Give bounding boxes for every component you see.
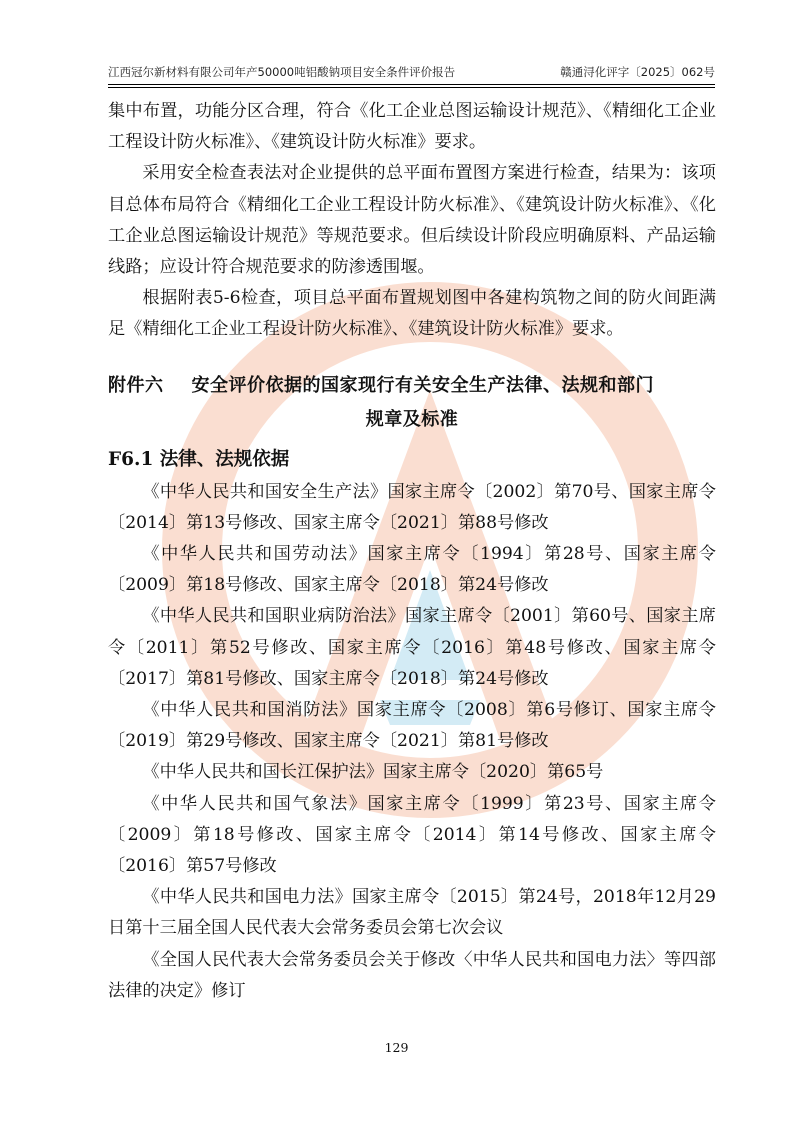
annex-title-line-2: 规章及标准: [365, 408, 459, 430]
body-paragraph-2: 采用安全检查表法对企业提供的总平面布置图方案进行检查，结果为：该项目总体布局符合《精细化工企业工程设计防火标准》、《建筑设计防火标准》、《化工企业总图运输设计规范》等规范要求。但后续设计阶段应明确原料、产品运输线路；应设计符合规范要求的防渗透围堰。: [108, 163, 716, 278]
section-heading: F6.1 法律、法规依据: [108, 448, 290, 470]
header-report-title: 江西冠尔新材料有限公司年产50000吨铝酸钠项目安全条件评价报告: [108, 65, 456, 79]
header-document-number: 赣通浔化评字〔2025〕062号: [560, 65, 715, 79]
law-item: 《中华人民共和国安全生产法》国家主席令〔2002〕第70号、国家主席令〔2014〕第13号修改、国家主席令〔2021〕第88号修改: [108, 481, 716, 533]
page-header: [108, 64, 715, 82]
page-number: 129: [384, 1040, 409, 1055]
law-item: 《中华人民共和国气象法》国家主席令〔1999〕第23号、国家主席令〔2009〕第18号修改、国家主席令〔2014〕第14号修改、国家主席令〔2016〕第57号修改: [108, 793, 716, 877]
header-rule-thin: [108, 87, 715, 88]
body-paragraph-1: 集中布置，功能分区合理，符合《化工企业总图运输设计规范》、《精细化工企业工程设计防火标准》、《建筑设计防火标准》要求。: [108, 101, 716, 153]
law-item: 《全国人民代表大会常务委员会关于修改〈中华人民共和国电力法〉等四部法律的决定》修订: [108, 949, 716, 1001]
law-item: 《中华人民共和国长江保护法》国家主席令〔2020〕第65号: [142, 762, 604, 783]
law-item: 《中华人民共和国电力法》国家主席令〔2015〕第24号，2018年12月29日第十三届全国人民代表大会常务委员会第七次会议: [108, 887, 716, 939]
annex-number: 附件六: [108, 374, 164, 396]
law-item: 《中华人民共和国消防法》国家主席令〔2008〕第6号修订、国家主席令〔2019〕第29号修改、国家主席令〔2021〕第81号修改: [108, 700, 716, 752]
law-item: 《中华人民共和国职业病防治法》国家主席令〔2001〕第60号、国家主席令〔2011〕第52号修改、国家主席令〔2016〕第48号修改、国家主席令〔2017〕第81号修改、国家主席令〔2018〕第24号修改: [108, 606, 716, 689]
annex-title: [108, 370, 716, 435]
body-paragraph-3: 根据附表5-6检查，项目总平面布置规划图中各建构筑物之间的防火间距满足《精细化工企业工程设计防火标准》、《建筑设计防火标准》要求。: [108, 288, 716, 340]
header-rule: [108, 84, 715, 85]
law-item: 《中华人民共和国劳动法》国家主席令〔1994〕第28号、国家主席令〔2009〕第18号修改、国家主席令〔2018〕第24号修改: [108, 544, 716, 596]
annex-title-line-1: 安全评价依据的国家现行有关安全生产法律、法规和部门: [191, 374, 654, 396]
page-content: [108, 96, 716, 1007]
